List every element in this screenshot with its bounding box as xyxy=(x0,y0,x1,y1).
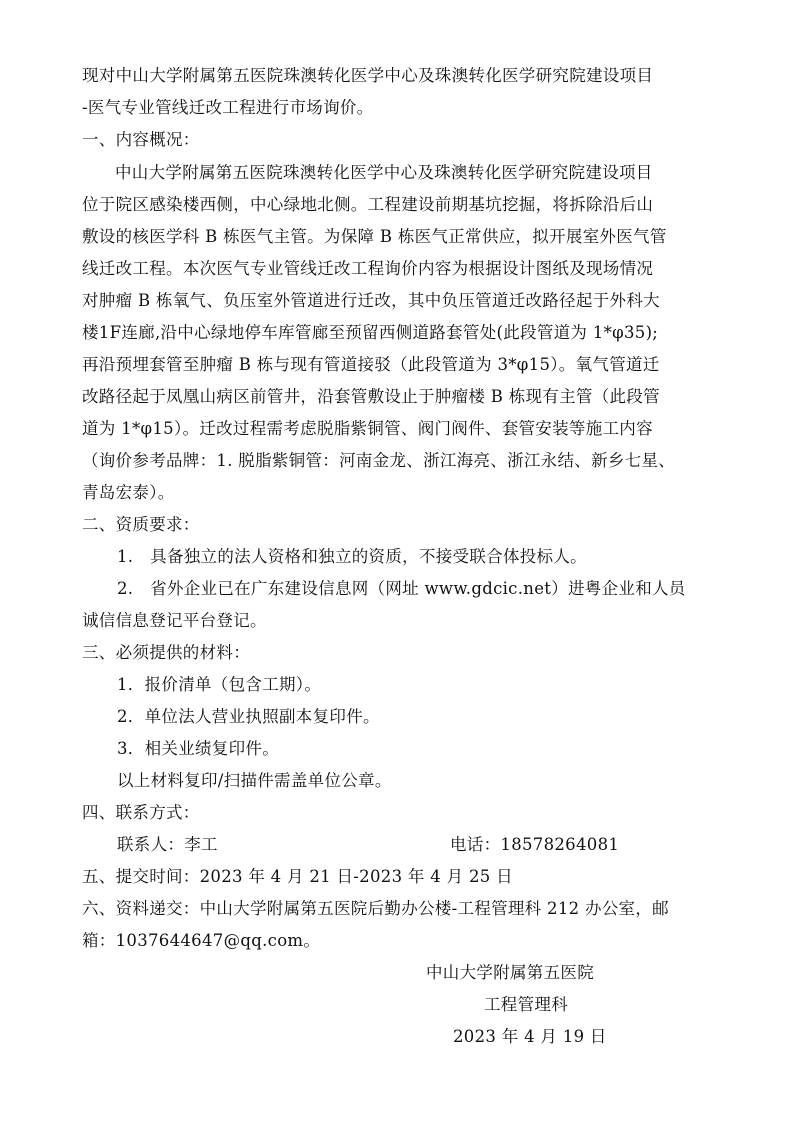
intro-line-1: 现对中山大学附属第五医院珠澳转化医学中心及珠澳转化医学研究院建设项目 xyxy=(82,66,654,85)
section1-line: 改路径起于凤凰山病区前管井，沿套管敷设止于肿瘤楼 B 栋现有主管（此段管 xyxy=(82,387,660,406)
signature-dept: 工程管理科 xyxy=(484,995,568,1014)
section4-heading: 四、联系方式： xyxy=(82,803,200,822)
signature-org: 中山大学附属第五医院 xyxy=(426,963,594,982)
intro-line-2: -医气专业管线迁改工程进行市场询价。 xyxy=(82,98,374,117)
section1-heading: 一、内容概况： xyxy=(82,130,200,149)
section3-item-2: 2．单位法人营业执照副本复印件。 xyxy=(117,707,380,726)
delivery-line-1: 六、资料递交：中山大学附属第五医院后勤办公楼-工程管理科 212 办公室，邮 xyxy=(82,899,669,918)
section3-note: 以上材料复印/扫描件需盖单位公章。 xyxy=(117,771,392,790)
section3-item-1: 1．报价清单（包含工期）。 xyxy=(117,675,322,694)
section1-line: 对肿瘤 B 栋氧气、负压室外管道进行迁改，其中负压管道迁改路径起于外科大 xyxy=(82,291,660,310)
section1-line: 青岛宏泰）。 xyxy=(82,483,175,502)
section1-line: 楼1F连廊,沿中心绿地停车库管廊至预留西侧道路套管处(此段管道为 1*φ35); xyxy=(82,323,659,342)
section2-heading: 二、资质要求： xyxy=(82,515,200,534)
section1-line: 位于院区感染楼西侧，中心绿地北侧。工程建设前期基坑挖掘，将拆除沿后山 xyxy=(82,195,654,214)
section1-line: 敷设的核医学科 B 栋医气主管。为保障 B 栋医气正常供应，拟开展室外医气管 xyxy=(82,227,667,246)
delivery-line-2: 箱：1037644647@qq.com。 xyxy=(82,931,321,950)
section2-item-1: 1. 具备独立的法人资格和独立的资质，不接受联合体投标人。 xyxy=(117,547,587,566)
section1-line: （询价参考品牌：1. 脱脂紫铜管：河南金龙、浙江海亮、浙江永结、新乡七星、 xyxy=(82,451,676,470)
signature-date: 2023 年 4 月 19 日 xyxy=(453,1027,607,1046)
section1-line: 道为 1*φ15）。迁改过程需考虑脱脂紫铜管、阀门阀件、套管安装等施工内容 xyxy=(82,419,653,438)
section3-heading: 三、必须提供的材料： xyxy=(82,643,250,662)
contact-person: 联系人：李工 xyxy=(117,835,218,854)
submission-time: 五、提交时间：2023 年 4 月 21 日-2023 年 4 月 25 日 xyxy=(82,867,513,886)
contact-row xyxy=(117,832,737,858)
section2-item-2: 2. 省外企业已在广东建设信息网（网址 www.gdcic.net）进粤企业和人员 xyxy=(117,579,686,598)
section2-item-2-cont: 诚信信息登记平台登记。 xyxy=(82,611,267,630)
section1-line: 中山大学附属第五医院珠澳转化医学中心及珠澳转化医学研究院建设项目 xyxy=(115,163,653,182)
section3-item-3: 3．相关业绩复印件。 xyxy=(117,739,279,758)
section1-line: 再沿预埋套管至肿瘤 B 栋与现有管道接驳（此段管道为 3*φ15）。氧气管道迁 xyxy=(82,355,660,374)
section1-line: 线迁改工程。本次医气专业管线迁改工程询价内容为根据设计图纸及现场情况 xyxy=(82,259,654,278)
contact-phone: 电话：18578264081 xyxy=(450,835,620,854)
